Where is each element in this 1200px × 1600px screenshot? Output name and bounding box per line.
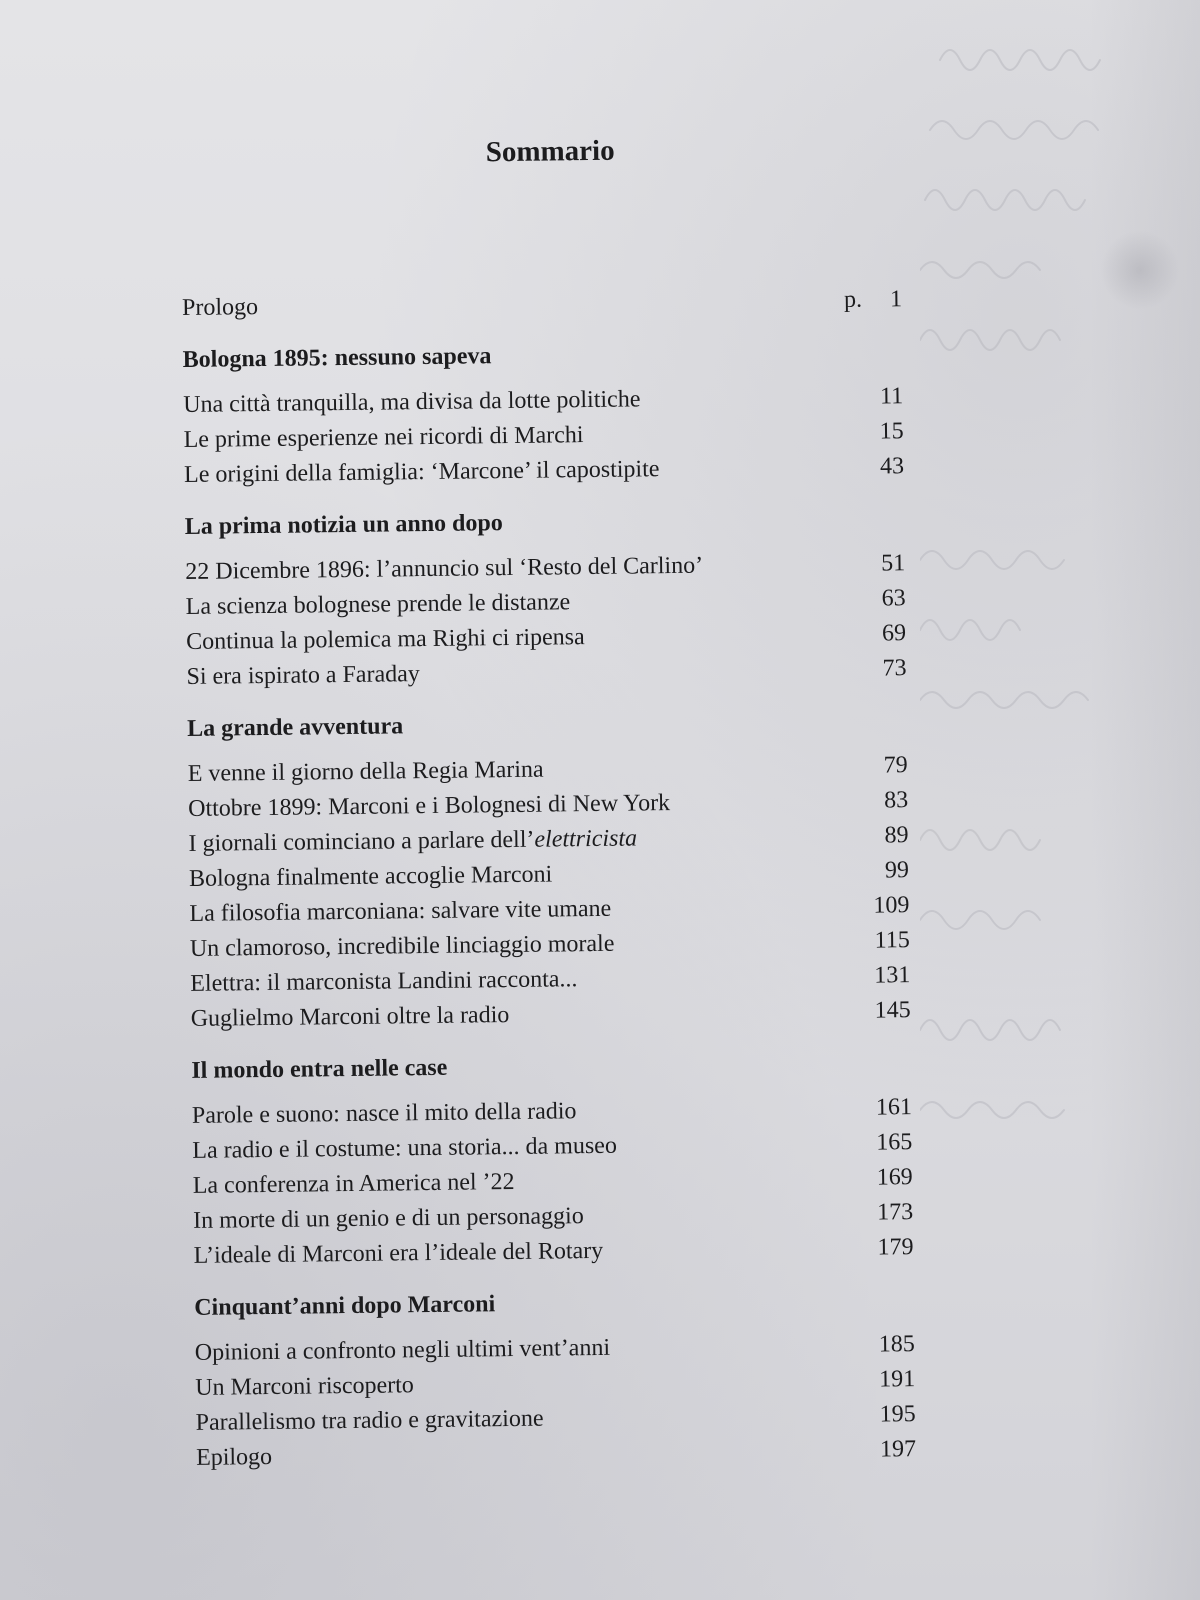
- toc-entry-page: 79: [883, 752, 908, 779]
- page-number: 1: [889, 286, 903, 313]
- toc-entry-page: 169: [876, 1164, 913, 1191]
- section-entries: [192, 1090, 934, 1274]
- toc-entry-label: La radio e il costume: una storia... da museo: [192, 1132, 618, 1164]
- table-of-contents: [180, 131, 936, 1482]
- section-heading: La grande avventura: [187, 713, 404, 742]
- toc-entry-page: 99: [884, 857, 910, 884]
- toc-entry-label: Parole e suono: nasce il mito della radio: [191, 1098, 577, 1129]
- section-entries: [195, 1327, 937, 1476]
- toc-entry-label: Ottobre 1899: Marconi e i Bolognesi di New York: [188, 790, 671, 822]
- toc-entry-label-italic: elettricista: [534, 825, 638, 853]
- toc-entry-label: Epilogo: [195, 1443, 273, 1471]
- toc-entry-page: 195: [879, 1401, 916, 1428]
- toc-entry-label: La filosofia marconiana: salvare vite umane: [189, 895, 612, 927]
- toc-entry-label: Un clamoroso, incredibile linciaggio morale: [189, 930, 615, 962]
- toc-entry-label: Bologna finalmente accoglie Marconi: [188, 861, 553, 892]
- toc-entry-label: E venne il giorno della Regia Marina: [187, 756, 544, 787]
- page-title: Sommario: [485, 134, 615, 169]
- toc-entry-page: 115: [874, 927, 910, 954]
- toc-entry-label-text: I giornali cominciano a parlare dell’: [188, 826, 535, 857]
- toc-entry-page: 69: [881, 620, 907, 647]
- toc-entry-label: Opinioni a confronto negli ultimi vent’anni: [194, 1334, 611, 1366]
- toc-entry-label: Le prime esperienze nei ricordi di Marchi: [183, 422, 584, 453]
- toc-entry-label: 22 Dicembre 1896: l’annuncio sul ‘Resto del Carlino’: [185, 552, 704, 585]
- section-heading: La prima notizia un anno dopo: [184, 510, 503, 540]
- toc-entry-prologue: [182, 282, 922, 326]
- toc-entry-label: Elettra: il marconista Landini racconta...: [190, 966, 578, 997]
- toc-entry-page: 173: [876, 1199, 914, 1226]
- toc-entry-label: Continua la polemica ma Righi ci ripensa: [185, 624, 585, 655]
- section-entries: [183, 379, 924, 493]
- section-heading: Cinquant’anni dopo Marconi: [194, 1291, 496, 1321]
- section-heading: Il mondo entra nelle case: [191, 1054, 448, 1084]
- toc-entry-label: Un Marconi riscoperto: [195, 1372, 414, 1401]
- section-entries: [185, 546, 927, 695]
- toc-entry-label: In morte di un genio e di un personaggio: [193, 1203, 584, 1234]
- toc-entry-page: 63: [881, 585, 906, 612]
- toc-entry-label: Prologo: [181, 294, 259, 321]
- section-entries: [188, 748, 931, 1037]
- toc-entry-label: Parallelismo tra radio e gravitazione: [195, 1405, 544, 1436]
- paper-stain: [1100, 230, 1180, 310]
- toc-entry-page: 11: [879, 383, 904, 410]
- toc-entry-label: Una città tranquilla, ma divisa da lotte politiche: [183, 386, 641, 418]
- toc-entry-page: [842, 282, 902, 318]
- toc-entry-page: 83: [883, 787, 909, 814]
- toc-entry-page: 179: [877, 1234, 914, 1261]
- section-heading: Bologna 1895: nessuno sapeva: [182, 343, 492, 373]
- toc-entry-page: 191: [879, 1366, 916, 1393]
- page-prefix: p.: [843, 286, 863, 313]
- toc-entry-label: [188, 821, 637, 861]
- toc-entry-page: 161: [875, 1094, 913, 1121]
- toc-entry-page: 145: [874, 997, 911, 1024]
- toc-entry-label: Si era ispirato a Faraday: [186, 661, 420, 690]
- toc-entry-page: 15: [879, 418, 904, 445]
- toc-entry-label: La conferenza in America nel ’22: [192, 1168, 515, 1199]
- toc-entry-page: 185: [878, 1331, 915, 1358]
- toc-entry-label: Le origini della famiglia: ‘Marcone’ il capostipite: [183, 456, 660, 488]
- toc-entry-page: 73: [882, 655, 907, 682]
- toc-entry-page: 131: [874, 962, 911, 989]
- toc-entry-page: 109: [873, 892, 910, 919]
- toc-entry-page: 197: [879, 1436, 917, 1463]
- toc-entry-page: 165: [876, 1129, 913, 1156]
- toc-entry-page: 51: [881, 550, 906, 577]
- toc-entry-page: 43: [879, 453, 905, 480]
- toc-entry-label: La scienza bolognese prende le distanze: [185, 589, 571, 620]
- toc-entry-label: L’ideale di Marconi era l’ideale del Rotary: [193, 1237, 604, 1269]
- toc-entry-page: 89: [884, 822, 909, 849]
- toc-entry-label: Guglielmo Marconi oltre la radio: [190, 1002, 510, 1032]
